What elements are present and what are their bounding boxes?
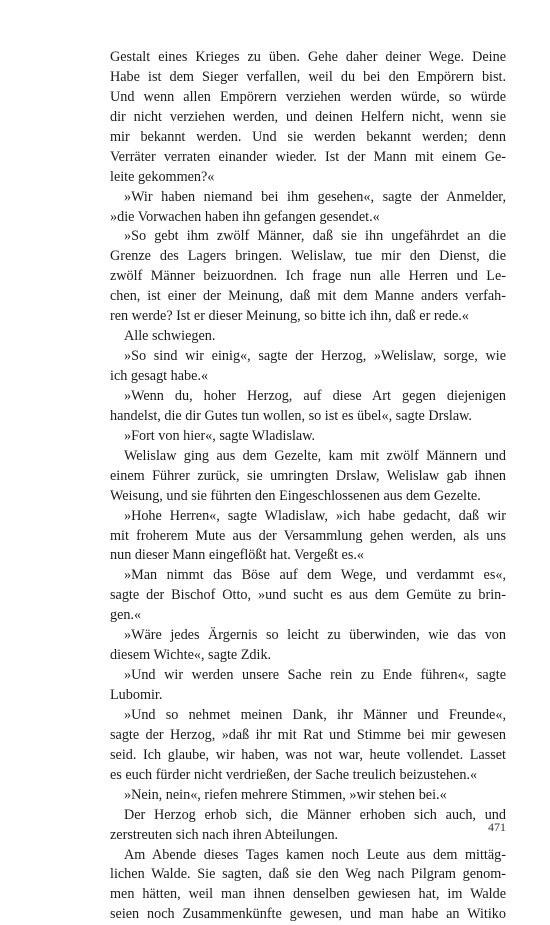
text-line: handelst, die dir Gutes tun wollen, so ist es übel«, sagte Drslaw. — [110, 407, 472, 424]
text-line: nun dieser Mann eingeflößt hat. Vergeßt es.« — [110, 547, 365, 564]
text-line: »So gebt ihm zwölf Männer, daß sie ihn ungefährdet an die — [124, 228, 506, 245]
text-line: Lubomir. — [110, 687, 163, 703]
text-line: Der Herzog erhob sich, die Männer erhoben sich auch, und — [124, 806, 506, 823]
text-line: mit froherem Mute aus der Versammlung gehen werden, als uns — [110, 527, 506, 544]
text-line: Am Abende dieses Tages kamen noch Leute aus dem mittäg- — [124, 846, 506, 863]
text-line: »Man nimmt das Böse auf dem Wege, und verdammt es«, — [124, 567, 506, 584]
text-line: chen, ist einer der Meinung, daß mit dem Manne anders verfah- — [110, 288, 506, 305]
text-line: »Wenn du, hoher Herzog, auf diese Art gegen diejenigen — [124, 387, 506, 404]
text-line: mir bekannt werden. Und sie werden bekannt werden; denn — [110, 128, 506, 145]
text-line: gen.« — [110, 607, 142, 624]
text-line: es euch fürder nicht verdrießen, der Sache treulich beizustehen.« — [110, 766, 478, 783]
text-line: seien noch Zusammenkünfte gewesen, und man habe an Witiko — [110, 906, 506, 923]
text-line: »Nein, nein«, riefen mehrere Stimmen, »wir stehen bei.« — [124, 786, 447, 803]
text-line: Habe ist dem Sieger verfallen, weil du bei den Empörern bist. — [110, 68, 506, 85]
text-line: ich gesagt habe.« — [110, 368, 209, 384]
text-line: »Hohe Herren«, sagte Wladislaw, »ich habe gedacht, daß wir — [124, 507, 506, 524]
text-line: »So sind wir einig«, sagte der Herzog, »Welislaw, sorge, wie — [124, 348, 506, 365]
book-page-text — [110, 48, 506, 925]
text-line: leite gekommen?« — [110, 168, 215, 185]
text-line: Alle schwiegen. — [124, 328, 216, 345]
page-number: 471 — [488, 820, 506, 834]
text-line: lichen Walde. Sie sagten, daß sie den Weg nach Pilgram genom- — [110, 866, 506, 883]
text-line: Grenze des Lagers bringen. Welislaw, tue mir den Dienst, die — [110, 248, 506, 265]
text-line: dir nicht verziehen werden, und deinen Helfern nicht, wenn sie — [110, 108, 506, 125]
text-line: Verräter verraten einander wieder. Ist der Mann mit einem Ge- — [110, 148, 506, 165]
text-line: »Wäre jedes Ärgernis so leicht zu überwinden, wie das von — [124, 627, 506, 644]
text-line: »Und so nehmet meinen Dank, ihr Männer und Freunde«, — [124, 706, 506, 723]
text-line: seid. Ich glaube, wir haben, was not war, heute vollendet. Lasset — [110, 746, 506, 763]
text-line: einem Führer zurück, sie umringten Drslaw, Welislaw gab ihnen — [110, 467, 506, 484]
text-line: »die Vorwachen haben ihn gefangen gesendet.« — [110, 208, 380, 225]
text-line: zwölf Männer beizuordnen. Ich frage nun alle Herren und Le- — [110, 268, 506, 285]
text-line: sagte der Bischof Otto, »und sucht es aus dem Gemüte zu brin- — [110, 587, 506, 604]
text-line: »Wir haben niemand bei ihm gesehen«, sagte der Anmelder, — [124, 188, 506, 205]
text-line: men hätten, weil man ihnen denselben gewiesen hat, im Walde — [110, 886, 506, 903]
text-line: »Fort von hier«, sagte Wladislaw. — [124, 427, 316, 444]
text-line: diesem Wichte«, sagte Zdik. — [110, 647, 272, 664]
text-line: zerstreuten sich nach ihren Abteilungen. — [110, 826, 339, 843]
text-line: ren werde? Ist er dieser Meinung, so bitte ich ihn, daß er rede.« — [110, 308, 469, 325]
text-line: Weisung, und sie führten den Eingeschlossenen aus dem Gezelte. — [110, 487, 481, 504]
text-line: »Und wir werden unsere Sache rein zu Ende führen«, sagte — [124, 667, 506, 684]
text-line: Und wenn allen Empörern verziehen werden würde, so würde — [110, 88, 506, 105]
text-line: Welislaw ging aus dem Gezelte, kam mit zwölf Männern und — [124, 447, 506, 464]
text-line: Gestalt eines Krieges zu üben. Gehe daher deiner Wege. Deine — [110, 49, 506, 65]
text-line: sagte der Herzog, »daß ihr mit Rat und Stimme bei mir gewesen — [110, 726, 506, 743]
